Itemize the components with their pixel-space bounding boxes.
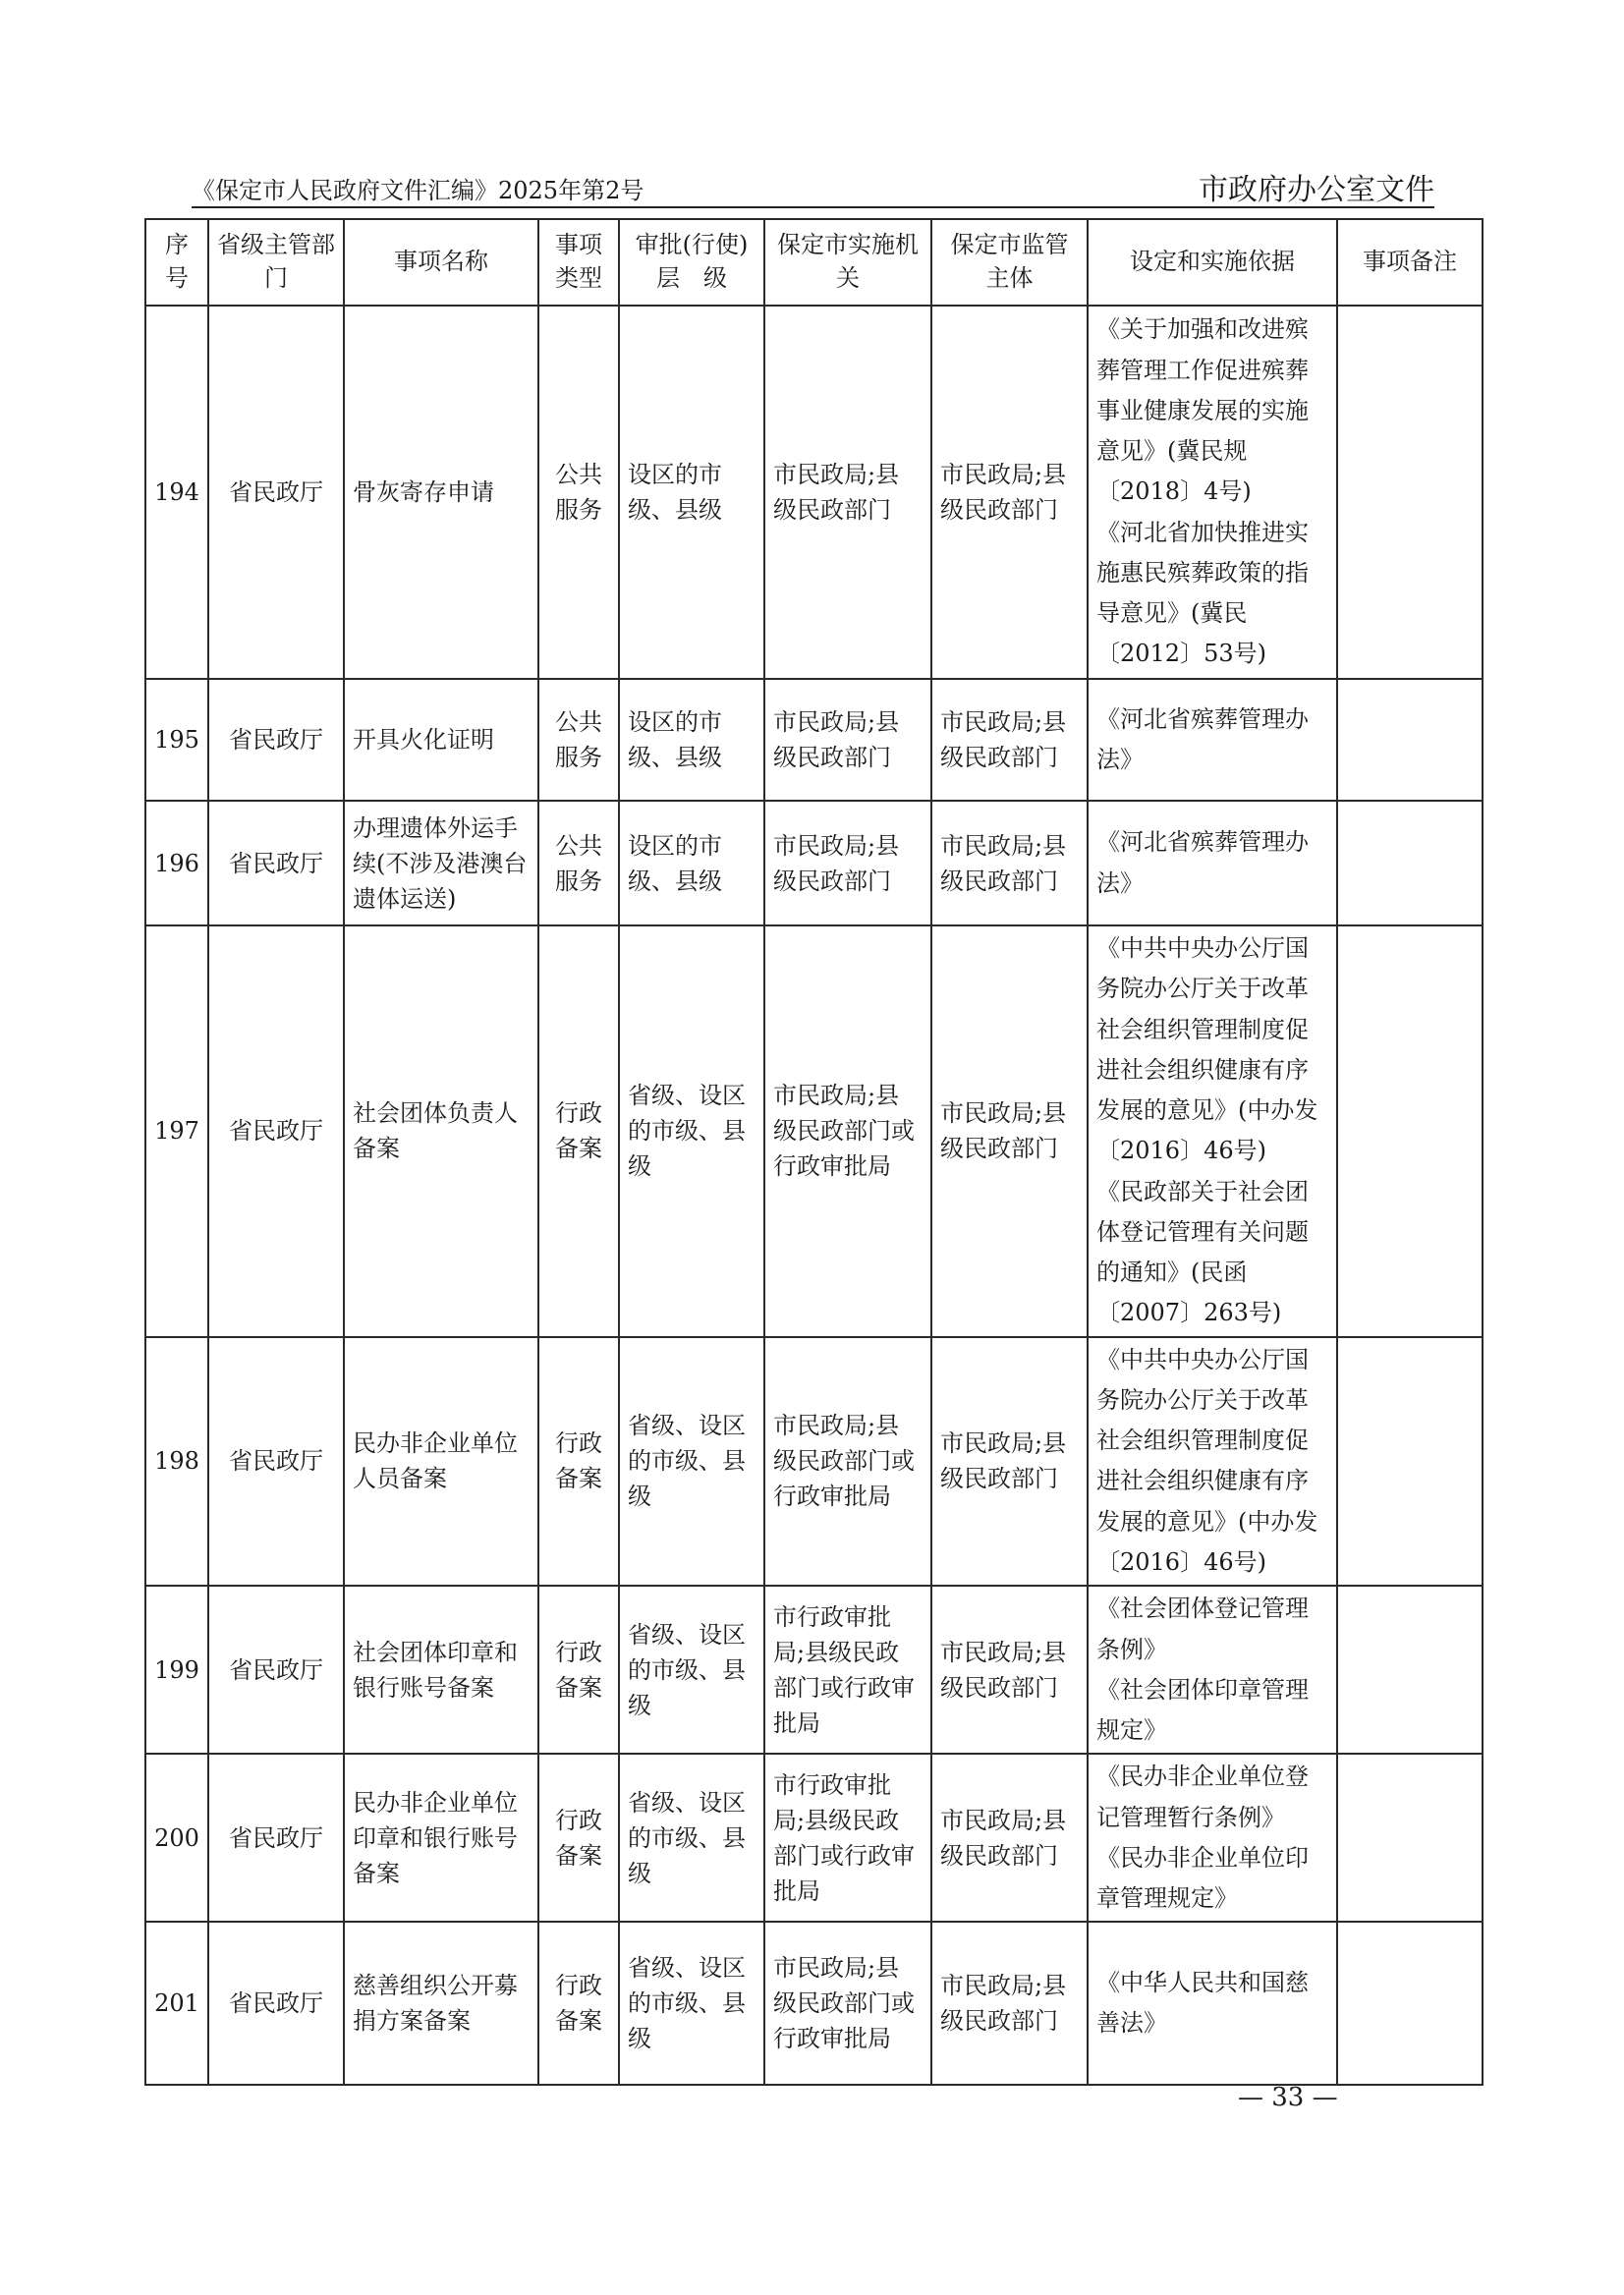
cell-approval-level: 设区的市级、县级 (619, 801, 764, 925)
cell-approval-level: 省级、设区的市级、县级 (619, 925, 764, 1337)
cell-item-type: 行政备案 (538, 1922, 619, 2085)
table-header-row (145, 219, 1483, 306)
cell-item-name: 社会团体负责人备案 (344, 925, 538, 1337)
cell-item-name: 办理遗体外运手续(不涉及港澳台遗体运送) (344, 801, 538, 925)
basis-item: 《河北省殡葬管理办法》 (1096, 704, 1309, 773)
col-header-basis: 设定和实施依据 (1088, 219, 1337, 306)
cell-supervisor: 市民政局;县级民政部门 (931, 1337, 1088, 1587)
cell-approval-level: 设区的市级、县级 (619, 306, 764, 679)
cell-note (1337, 679, 1483, 801)
cell-number: 198 (145, 1337, 208, 1587)
cell-number: 197 (145, 925, 208, 1337)
items-table (144, 218, 1484, 2086)
cell-department: 省民政厅 (208, 1586, 344, 1754)
cell-item-type: 公共服务 (538, 306, 619, 679)
cell-approval-level: 省级、设区的市级、县级 (619, 1754, 764, 1922)
cell-item-type: 公共服务 (538, 679, 619, 801)
page-header (192, 165, 1434, 207)
section-title: 市政府办公室文件 (1199, 173, 1434, 207)
cell-basis (1088, 1922, 1337, 2085)
cell-supervisor: 市民政局;县级民政部门 (931, 1586, 1088, 1754)
cell-implementing-agency: 市行政审批局;县级民政部门或行政审批局 (764, 1754, 931, 1922)
cell-note (1337, 1754, 1483, 1922)
table-row (145, 925, 1483, 1337)
cell-implementing-agency: 市民政局;县级民政部门或行政审批局 (764, 1337, 931, 1587)
cell-item-type: 行政备案 (538, 1586, 619, 1754)
table-row (145, 1922, 1483, 2085)
cell-item-type: 行政备案 (538, 1754, 619, 1922)
cell-approval-level: 省级、设区的市级、县级 (619, 1586, 764, 1754)
cell-supervisor: 市民政局;县级民政部门 (931, 1754, 1088, 1922)
col-header-level: 审批(行使)层 级 (619, 219, 764, 306)
cell-basis (1088, 925, 1337, 1337)
basis-item: 《民办非企业单位登记管理暂行条例》 (1096, 1763, 1309, 1831)
cell-item-name: 社会团体印章和银行账号备案 (344, 1586, 538, 1754)
basis-item: 《社会团体印章管理规定》 (1096, 1675, 1309, 1745)
col-header-note: 事项备注 (1337, 219, 1483, 306)
cell-implementing-agency: 市民政局;县级民政部门 (764, 306, 931, 679)
cell-supervisor: 市民政局;县级民政部门 (931, 1922, 1088, 2085)
cell-basis (1088, 1337, 1337, 1587)
col-header-type: 事项类型 (538, 219, 619, 306)
cell-basis (1088, 306, 1337, 679)
cell-approval-level: 设区的市级、县级 (619, 679, 764, 801)
cell-number: 196 (145, 801, 208, 925)
table-row (145, 1754, 1483, 1922)
table-row (145, 306, 1483, 679)
cell-supervisor: 市民政局;县级民政部门 (931, 306, 1088, 679)
page-number: — 33 — (1238, 2083, 1338, 2112)
cell-number: 201 (145, 1922, 208, 2085)
cell-implementing-agency: 市民政局;县级民政部门 (764, 801, 931, 925)
cell-number: 195 (145, 679, 208, 801)
basis-item: 《关于加强和改进殡葬管理工作促进殡葬事业健康发展的实施意见》(冀民规〔2018〕4号) (1096, 315, 1309, 506)
basis-item: 《中共中央办公厅国务院办公厅关于改革社会组织管理制度促进社会组织健康有序发展的意见》(中办发〔2016〕46号) (1096, 934, 1318, 1165)
cell-item-name: 民办非企业单位印章和银行账号备案 (344, 1754, 538, 1922)
table-row (145, 801, 1483, 925)
cell-approval-level: 省级、设区的市级、县级 (619, 1922, 764, 2085)
table-row (145, 1337, 1483, 1587)
cell-basis (1088, 679, 1337, 801)
cell-note (1337, 1586, 1483, 1754)
header-divider (192, 206, 1434, 208)
cell-item-name: 民办非企业单位人员备案 (344, 1337, 538, 1587)
cell-supervisor: 市民政局;县级民政部门 (931, 925, 1088, 1337)
cell-item-type: 行政备案 (538, 925, 619, 1337)
cell-department: 省民政厅 (208, 801, 344, 925)
cell-supervisor: 市民政局;县级民政部门 (931, 801, 1088, 925)
cell-basis (1088, 1586, 1337, 1754)
col-header-supervisor: 保定市监管主体 (931, 219, 1088, 306)
cell-item-name: 开具火化证明 (344, 679, 538, 801)
table-body (145, 306, 1483, 2085)
col-header-org: 保定市实施机关 (764, 219, 931, 306)
cell-department: 省民政厅 (208, 925, 344, 1337)
basis-item: 《民政部关于社会团体登记管理有关问题的通知》(民函〔2007〕263号) (1096, 1177, 1309, 1327)
table-row (145, 679, 1483, 801)
cell-item-type: 行政备案 (538, 1337, 619, 1587)
cell-number: 200 (145, 1754, 208, 1922)
basis-item: 《中华人民共和国慈善法》 (1096, 1969, 1309, 2038)
basis-item: 《中共中央办公厅国务院办公厅关于改革社会组织管理制度促进社会组织健康有序发展的意见》(中办发〔2016〕46号) (1096, 1345, 1318, 1576)
col-header-dept: 省级主管部 门 (208, 219, 344, 306)
cell-note (1337, 1337, 1483, 1587)
cell-implementing-agency: 市民政局;县级民政部门或行政审批局 (764, 1922, 931, 2085)
col-header-no: 序号 (145, 219, 208, 306)
cell-approval-level: 省级、设区的市级、县级 (619, 1337, 764, 1587)
basis-item: 《河北省加快推进实施惠民殡葬政策的指导意见》(冀民〔2012〕53号) (1096, 518, 1309, 668)
table-row (145, 1586, 1483, 1754)
basis-item: 《社会团体登记管理条例》 (1096, 1595, 1309, 1663)
cell-item-name: 慈善组织公开募捐方案备案 (344, 1922, 538, 2085)
cell-number: 199 (145, 1586, 208, 1754)
cell-implementing-agency: 市民政局;县级民政部门 (764, 679, 931, 801)
cell-note (1337, 801, 1483, 925)
cell-note (1337, 306, 1483, 679)
cell-item-name: 骨灰寄存申请 (344, 306, 538, 679)
cell-department: 省民政厅 (208, 1754, 344, 1922)
basis-item: 《民办非企业单位印章管理规定》 (1096, 1843, 1309, 1913)
cell-number: 194 (145, 306, 208, 679)
cell-department: 省民政厅 (208, 679, 344, 801)
cell-implementing-agency: 市行政审批局;县级民政部门或行政审批局 (764, 1586, 931, 1754)
cell-supervisor: 市民政局;县级民政部门 (931, 679, 1088, 801)
cell-note (1337, 925, 1483, 1337)
basis-item: 《河北省殡葬管理办法》 (1096, 828, 1309, 897)
cell-implementing-agency: 市民政局;县级民政部门或行政审批局 (764, 925, 931, 1337)
cell-department: 省民政厅 (208, 1922, 344, 2085)
cell-basis (1088, 801, 1337, 925)
cell-department: 省民政厅 (208, 306, 344, 679)
publication-title: 《保定市人民政府文件汇编》2025年第2号 (192, 177, 644, 204)
cell-department: 省民政厅 (208, 1337, 344, 1587)
cell-item-type: 公共服务 (538, 801, 619, 925)
cell-note (1337, 1922, 1483, 2085)
cell-basis (1088, 1754, 1337, 1922)
col-header-name: 事项名称 (344, 219, 538, 306)
